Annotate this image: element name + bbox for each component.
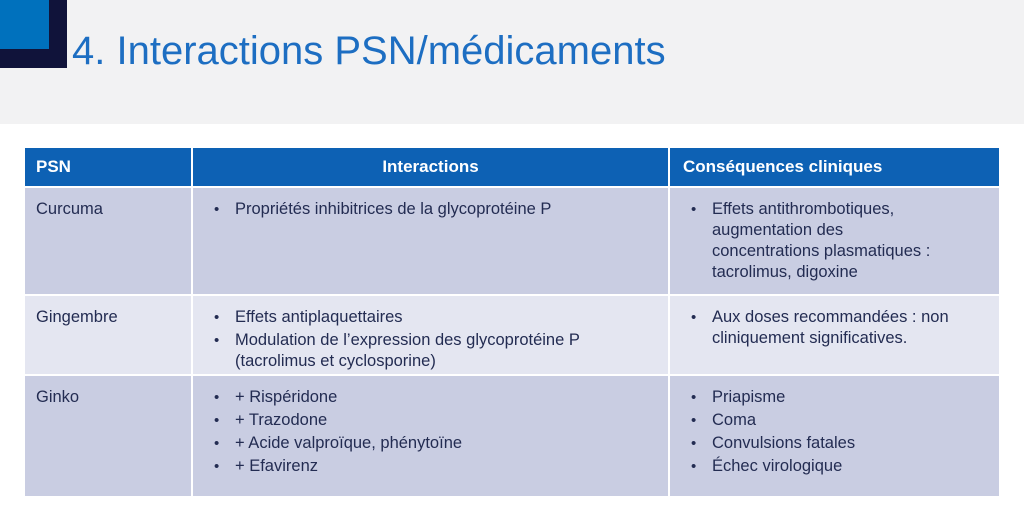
bullet-text: Convulsions fatales (712, 434, 856, 452)
table-header-row (25, 148, 999, 186)
cell-psn: Ginko (25, 376, 193, 496)
header-psn: PSN (25, 148, 193, 186)
bullet-item (193, 387, 668, 408)
bullet-text: Priapisme (712, 388, 786, 406)
bullet-icon: • (214, 435, 220, 452)
table-body (25, 186, 999, 496)
bullet-icon: • (691, 412, 697, 429)
cell-psn: Curcuma (25, 188, 193, 294)
bullet-item (193, 307, 668, 328)
bullet-icon: • (214, 389, 220, 406)
header-interactions: Interactions (193, 148, 670, 186)
header-consequences: Conséquences cliniques (683, 157, 883, 176)
bullet-icon: • (214, 332, 220, 349)
cell-interactions (193, 376, 670, 496)
bullet-text: Modulation de l’expression des glycoprotéine P (tacrolimus et cyclosporine) (235, 331, 580, 370)
bullet-item (193, 456, 668, 477)
bullet-text: Aux doses recommandées : non cliniquement significatives. (712, 308, 949, 347)
bullet-text: Échec virologique (712, 457, 843, 475)
cell-interactions (193, 188, 670, 294)
table-row (25, 374, 999, 496)
table-row (25, 186, 999, 294)
cell-psn: Gingembre (25, 296, 193, 374)
bullet-icon: • (214, 309, 220, 326)
bullet-icon: • (691, 435, 697, 452)
bullet-icon: • (214, 458, 220, 475)
bullet-icon: • (214, 201, 220, 218)
bullet-icon: • (214, 412, 220, 429)
bullet-text: Propriétés inhibitrices de la glycoprotéine P (235, 200, 552, 218)
bullet-text: + Trazodone (235, 411, 328, 429)
interactions-table (25, 148, 999, 496)
bullet-item (670, 433, 999, 454)
bullet-item (193, 433, 668, 454)
cell-consequences (670, 376, 999, 496)
bullet-item (670, 456, 999, 477)
bullet-text: Effets antiplaquettaires (235, 308, 403, 326)
bullet-item (193, 410, 668, 431)
bullet-text: Effets antithrombotiques, augmentation des concentrations plasmatiques : tacrolimus, digoxine (712, 200, 931, 281)
bullet-text: + Rispéridone (235, 388, 338, 406)
bullet-item (670, 387, 999, 408)
bullet-item (670, 307, 999, 349)
cell-interactions (193, 296, 670, 374)
bullet-text: Coma (712, 411, 757, 429)
cell-consequences (670, 188, 999, 294)
bullet-icon: • (691, 309, 697, 326)
bullet-text: + Efavirenz (235, 457, 318, 475)
slide-title: 4. Interactions PSN/médicaments (72, 29, 666, 73)
bullet-icon: • (691, 201, 697, 218)
table-row (25, 294, 999, 374)
cell-consequences (670, 296, 999, 374)
bullet-icon: • (691, 389, 697, 406)
bullet-item (670, 410, 999, 431)
bullet-item (193, 199, 668, 220)
corner-blue-square (0, 0, 49, 49)
bullet-icon: • (691, 458, 697, 475)
bullet-item (670, 199, 999, 283)
bullet-item (193, 330, 668, 372)
bullet-text: + Acide valproïque, phénytoïne (235, 434, 463, 452)
